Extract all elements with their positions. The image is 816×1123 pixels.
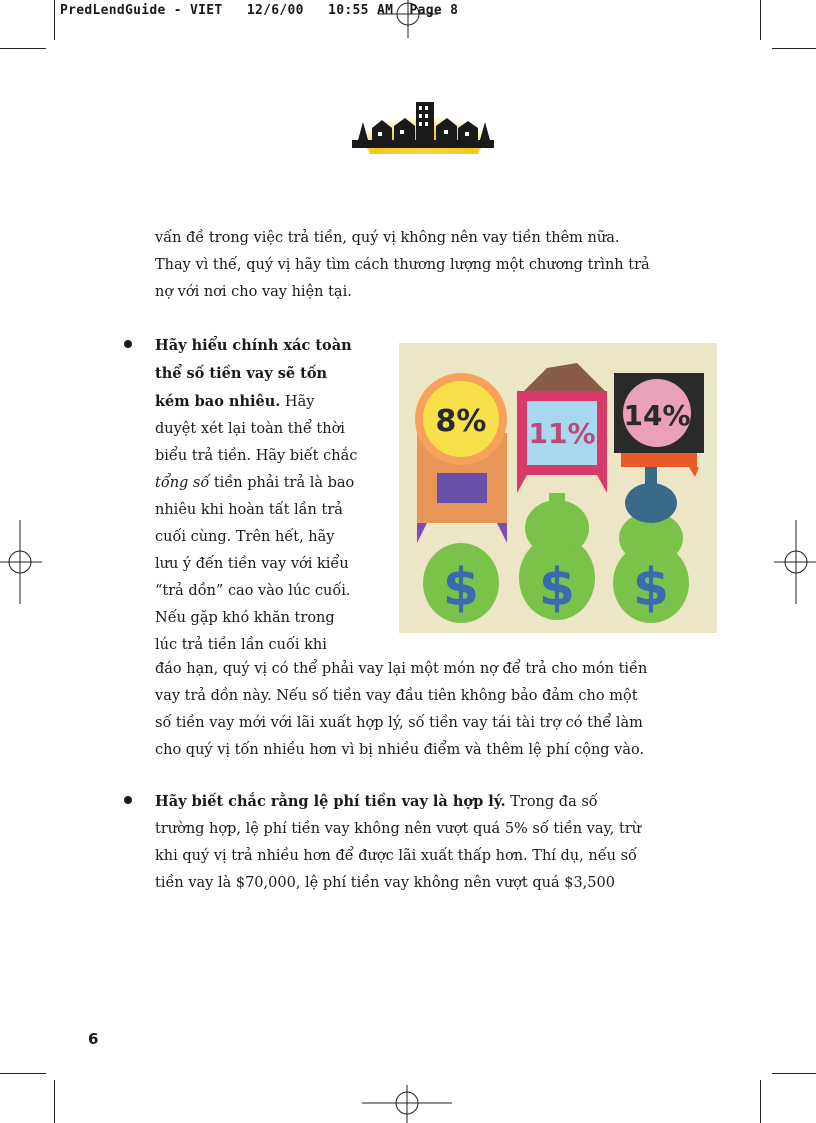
text-line: khi quý vị trả nhiều hơn để được lãi xuất thấp hơn. Thí dụ, nếu số <box>155 848 637 864</box>
bullet2-text <box>155 788 735 897</box>
text-line: cho quý vị tốn nhiều hơn vì bị nhiều điểm và thêm lệ phí cộng vào. <box>155 742 645 758</box>
dollar-sign: $ <box>632 558 670 618</box>
bullet1-heading-line: kém bao nhiêu. <box>155 393 281 410</box>
text-line: trường hợp, lệ phí tiền vay không nên vượt quá 5% số tiền vay, trừ <box>155 821 642 837</box>
bullet1-full-text <box>155 656 735 764</box>
text-line: số tiền vay mới với lãi xuất hợp lý, số tiền vay tái tài trợ có thể làm <box>155 715 643 731</box>
text-line: biểu trả tiền. Hãy biết chắc <box>155 448 358 464</box>
rate-label: 14% <box>623 399 691 432</box>
crop-mark <box>760 0 761 40</box>
text-line: nợ với nơi cho vay hiện tại. <box>155 284 352 300</box>
print-slug: PredLendGuide - VIET 12/6/00 10:55 AM Page 8 <box>60 3 459 18</box>
houses-sun-logo <box>352 92 494 154</box>
bullet1-heading-line: Hãy hiểu chính xác toàn <box>155 337 352 354</box>
text-line: lúc trả tiền lần cuối khi <box>155 637 327 653</box>
text-line: vấn đề trong việc trả tiền, quý vị không nên vay tiền thêm nữa. <box>155 230 620 246</box>
text-line: “trả dồn” cao vào lúc cuối. <box>155 583 351 599</box>
text-line: cuối cùng. Trên hết, hãy <box>155 529 335 545</box>
registration-mark-left <box>0 520 42 604</box>
bullet2-heading: Hãy biết chắc rằng lệ phí tiền vay là hợp lý. <box>155 793 506 810</box>
crop-mark <box>54 1080 55 1123</box>
text-fragment: Hãy <box>280 394 315 410</box>
text-line: duyệt xét lại toàn thể thời <box>155 421 345 437</box>
crop-mark <box>772 48 816 49</box>
bullet-dot <box>124 340 132 348</box>
text-fragment: tiền phải trả là bao <box>209 475 355 491</box>
text-line: tiền vay là $70,000, lệ phí tiền vay không nên vượt quá $3,500 <box>155 875 615 891</box>
rate-label: 8% <box>435 404 487 439</box>
bullet1-heading-line: thể số tiền vay sẽ tốn <box>155 365 328 382</box>
registration-mark-right <box>774 520 816 604</box>
crop-mark <box>0 48 46 49</box>
text-line: nhiêu khi hoàn tất lần trả <box>155 502 343 518</box>
dollar-sign: $ <box>442 558 480 618</box>
crop-mark <box>0 1073 46 1074</box>
text-line: Thay vì thế, quý vị hãy tìm cách thương lượng một chương trình trả <box>155 257 650 273</box>
emphasis-total: tổng số <box>155 475 210 491</box>
text-line: vay trả dồn này. Nếu số tiền vay đầu tiên không bảo đảm cho một <box>155 688 638 704</box>
registration-mark-bottom <box>362 1085 452 1123</box>
interest-rate-illustration <box>399 343 717 633</box>
page-number: 6 <box>88 1030 99 1048</box>
dollar-sign: $ <box>538 558 576 618</box>
text-line: đáo hạn, quý vị có thể phải vay lại một món nợ để trả cho món tiền <box>155 661 648 677</box>
bullet1-side-text <box>155 332 395 659</box>
rate-label: 11% <box>528 417 596 450</box>
text-line: Nếu gặp khó khăn trong <box>155 610 335 626</box>
crop-mark <box>760 1080 761 1123</box>
text-line: lưu ý đến tiền vay với kiểu <box>155 556 349 572</box>
bullet-dot <box>124 796 132 804</box>
intro-paragraph <box>155 225 735 306</box>
crop-mark <box>54 0 55 40</box>
text-fragment: Trong đa số <box>505 794 598 810</box>
crop-mark <box>772 1073 816 1074</box>
